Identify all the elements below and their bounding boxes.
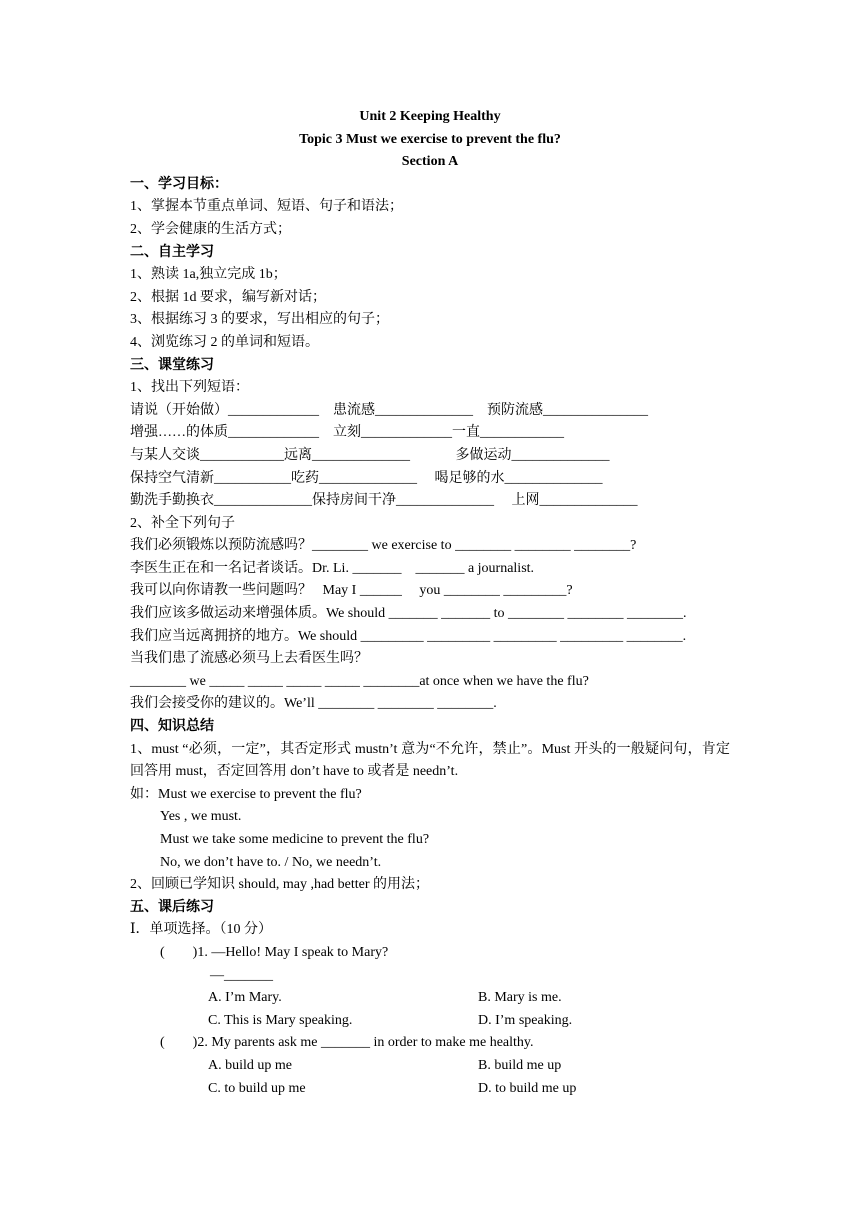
summary-paragraph: 1、must “必须，一定”，其否定形式 mustn’t 意为“不允许，禁止”。Must 开头的一般疑问句，肯定回答用 must，否定回答用 don’t have to 或者是 needn’t. — [130, 741, 730, 780]
option-b: B. build me up — [478, 1057, 562, 1073]
sentence-row: 李医生正在和一名记者谈话。Dr. Li. _______ _______ a journalist. — [130, 560, 535, 576]
sentence-row: 我们必须锻炼以预防流感吗？________ we exercise to ________ ________ ________? — [130, 538, 637, 554]
sentence-row: 我们应该多做运动来增强体质。We should _______ _______ to ________ ________ ________. — [130, 606, 687, 622]
option-b: B. Mary is me. — [478, 990, 562, 1006]
sentence-row: ________ we _____ _____ _____ _____ ________at once when we have the flu? — [130, 673, 589, 689]
example-line: Yes , we must. — [160, 809, 242, 825]
section-heading-class-practice: 三、课堂练习 — [130, 357, 214, 373]
worksheet-page — [130, 106, 730, 1100]
unit-title: Unit 2 Keeping Healthy — [359, 109, 501, 124]
phrase-row: 增强……的体质_____________ 立刻_____________一直____________ — [130, 425, 564, 441]
option-d: D. to build me up — [478, 1080, 577, 1096]
answer-blank: —_______ — [210, 967, 273, 983]
option-row — [130, 1078, 730, 1101]
part-heading: Ⅰ．单项选择。（10 分） — [130, 922, 273, 938]
phrase-row: 请说（开始做）_____________ 患流感______________ 预防流感_______________ — [130, 402, 648, 418]
subheading-sentences: 2、补全下列句子 — [130, 515, 235, 531]
example-line: No, we don’t have to. / No, we needn’t. — [160, 854, 382, 870]
section-title: Section A — [401, 154, 459, 170]
self-study-item: 2、根据 1d 要求，编写新对话； — [130, 289, 326, 305]
question-stem: ( )2. My parents ask me _______ in order to make me healthy. — [160, 1035, 534, 1051]
subheading-phrases: 1、找出下列短语： — [130, 380, 249, 396]
option-c: C. to build up me — [208, 1080, 306, 1096]
objective-item: 1、掌握本节重点单词、短语、句子和语法； — [130, 199, 403, 215]
sentence-row: 我们应当远离拥挤的地方。We should _________ _________ _________ _________ ________. — [130, 628, 687, 644]
section-heading-objectives: 一、学习目标： — [130, 176, 228, 192]
phrase-row: 与某人交谈____________远离______________ 多做运动______________ — [130, 447, 610, 463]
sentence-row: 我们会接受你的建议的。We’ll ________ ________ ________. — [130, 696, 497, 712]
option-d: D. I’m speaking. — [478, 1012, 573, 1028]
section-heading-self-study: 二、自主学习 — [130, 244, 214, 260]
option-row — [130, 1010, 730, 1033]
example-label: 如：Must we exercise to prevent the flu? — [130, 786, 362, 802]
sentence-row: 我可以向你请教一些问题吗？ May I ______ you ________ _________? — [130, 583, 573, 599]
question-stem: ( )1. —Hello! May I speak to Mary? — [160, 944, 389, 960]
section-heading-summary: 四、知识总结 — [130, 719, 214, 735]
option-c: C. This is Mary speaking. — [208, 1012, 353, 1028]
topic-title: Topic 3 Must we exercise to prevent the flu? — [299, 131, 561, 147]
example-line: Must we take some medicine to prevent the flu? — [160, 832, 430, 847]
option-row — [130, 1055, 730, 1078]
option-a: A. I’m Mary. — [208, 990, 282, 1006]
self-study-item: 4、浏览练习 2 的单词和短语。 — [130, 334, 319, 350]
summary-paragraph-2: 2、回顾已学知识 should, may ,had better 的用法； — [130, 877, 430, 893]
option-a: A. build up me — [208, 1057, 292, 1073]
section-heading-homework: 五、课后练习 — [130, 899, 214, 915]
option-row — [130, 987, 730, 1010]
self-study-item: 1、熟读 1a,独立完成 1b； — [130, 267, 287, 283]
objective-item: 2、学会健康的生活方式； — [130, 221, 291, 237]
sentence-row: 当我们患了流感必须马上去看医生吗？ — [130, 651, 368, 667]
phrase-row: 保持空气清新___________吃药______________ 喝足够的水______________ — [130, 470, 603, 486]
self-study-item: 3、根据练习 3 的要求，写出相应的句子； — [130, 312, 389, 328]
phrase-row: 勤洗手勤换衣______________保持房间干净______________ 上网______________ — [130, 493, 638, 509]
